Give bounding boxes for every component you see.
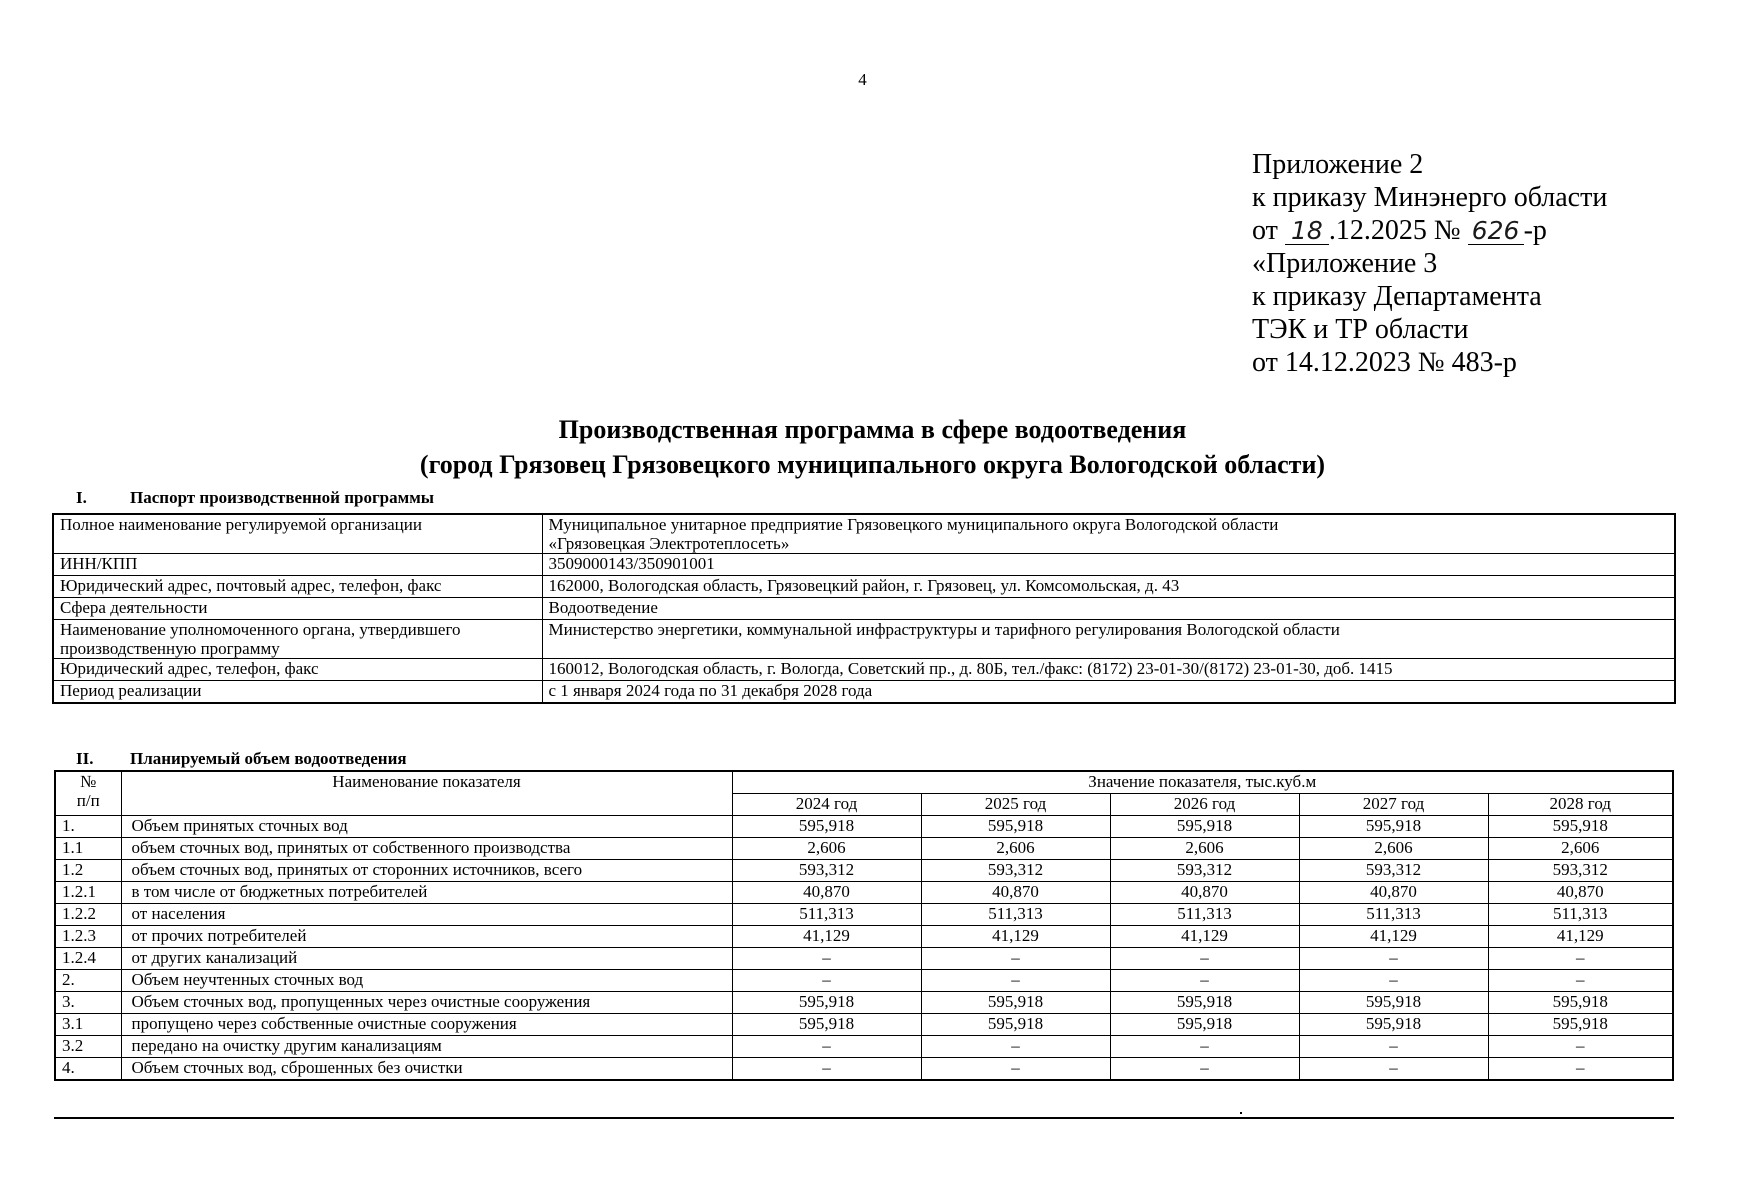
indicator-value: – (1110, 1058, 1299, 1081)
indicator-value: 41,129 (1488, 926, 1673, 948)
section-title: Паспорт производственной программы (130, 488, 435, 507)
indicator-value: 40,870 (1488, 882, 1673, 904)
section-heading-passport (76, 488, 434, 508)
indicator-value: 511,313 (921, 904, 1110, 926)
table-row (55, 860, 1673, 882)
table-row (53, 598, 1675, 620)
indicator-value: 595,918 (732, 1014, 921, 1036)
indicator-value: – (732, 1058, 921, 1081)
passport-label: Юридический адрес, телефон, факс (53, 659, 542, 681)
indicator-name: Объем сточных вод, сброшенных без очистки (121, 1058, 732, 1081)
scan-dot (1240, 1112, 1242, 1114)
passport-value: 3509000143/350901001 (542, 554, 1675, 576)
table-row (53, 576, 1675, 598)
row-number: 3.1 (55, 1014, 121, 1036)
indicator-value: 595,918 (1488, 992, 1673, 1014)
indicator-value: 595,918 (1110, 992, 1299, 1014)
indicator-value: 2,606 (1488, 838, 1673, 860)
passport-label: Полное наименование регулируемой организации (53, 514, 542, 554)
section-number: II. (76, 749, 94, 768)
indicator-value: 595,918 (1110, 1014, 1299, 1036)
table-row (55, 970, 1673, 992)
indicator-value: 511,313 (1110, 904, 1299, 926)
appendix-order-suffix: -р (1523, 215, 1547, 246)
bottom-rule (54, 1117, 1674, 1119)
passport-label (53, 620, 542, 659)
indicator-value: – (732, 970, 921, 992)
appendix-line: ТЭК и ТР области (1252, 314, 1469, 345)
row-number: 1.2.2 (55, 904, 121, 926)
appendix-line: от 14.12.2023 № 483-р (1252, 347, 1517, 378)
indicator-value: – (1299, 1058, 1488, 1081)
indicator-value: 2,606 (732, 838, 921, 860)
handwritten-order-number: 626 (1468, 218, 1524, 245)
section-title: Планируемый объем водоотведения (130, 749, 407, 768)
indicator-value: 595,918 (1299, 816, 1488, 838)
table-row (55, 992, 1673, 1014)
indicator-value: 2,606 (1110, 838, 1299, 860)
appendix-line: «Приложение 3 (1252, 248, 1438, 279)
column-header-year: 2027 год (1299, 794, 1488, 816)
table-row (55, 948, 1673, 970)
indicator-value: 41,129 (1299, 926, 1488, 948)
indicator-name: от других канализаций (121, 948, 732, 970)
row-number: 2. (55, 970, 121, 992)
indicator-value: 593,312 (1110, 860, 1299, 882)
passport-value (542, 514, 1675, 554)
passport-value: с 1 января 2024 года по 31 декабря 2028 года (542, 681, 1675, 704)
passport-value: Министерство энергетики, коммунальной инфраструктуры и тарифного регулирования Вологодской области (542, 620, 1675, 659)
indicator-value: 595,918 (1299, 1014, 1488, 1036)
appendix-line: к приказу Минэнерго области (1252, 182, 1608, 213)
indicator-value: – (1488, 970, 1673, 992)
indicator-name: пропущено через собственные очистные сооружения (121, 1014, 732, 1036)
indicator-value: 40,870 (1299, 882, 1488, 904)
indicator-value: – (1110, 970, 1299, 992)
column-header-indicator: Наименование показателя (121, 771, 732, 816)
table-row (53, 554, 1675, 576)
document-title (0, 412, 1745, 482)
table-row (53, 659, 1675, 681)
passport-label: Период реализации (53, 681, 542, 704)
table-row (55, 816, 1673, 838)
indicator-name: передано на очистку другим канализациям (121, 1036, 732, 1058)
indicator-value: 595,918 (921, 1014, 1110, 1036)
indicator-name: объем сточных вод, принятых от собственного производства (121, 838, 732, 860)
handwritten-day: 18 (1285, 218, 1329, 245)
indicator-value: 511,313 (1299, 904, 1488, 926)
indicator-value: 2,606 (1299, 838, 1488, 860)
indicator-value: – (1299, 948, 1488, 970)
column-header-line: п/п (76, 791, 100, 810)
indicator-name: в том числе от бюджетных потребителей (121, 882, 732, 904)
column-header-year: 2028 год (1488, 794, 1673, 816)
indicator-value: 511,313 (1488, 904, 1673, 926)
appendix-line: Приложение 2 (1252, 149, 1424, 180)
indicator-value: – (1299, 970, 1488, 992)
row-number: 1.2 (55, 860, 121, 882)
indicator-name: объем сточных вод, принятых от сторонних источников, всего (121, 860, 732, 882)
indicator-value: 40,870 (921, 882, 1110, 904)
table-row (53, 514, 1675, 554)
page-number: 4 (858, 70, 867, 89)
indicator-value: – (732, 1036, 921, 1058)
row-number: 1.2.1 (55, 882, 121, 904)
indicator-value: 595,918 (921, 992, 1110, 1014)
section-heading-volume (76, 749, 407, 769)
indicator-value: 595,918 (732, 816, 921, 838)
indicator-value: 2,606 (921, 838, 1110, 860)
indicator-value: – (921, 970, 1110, 992)
row-number: 4. (55, 1058, 121, 1081)
passport-value: 162000, Вологодская область, Грязовецкий район, г. Грязовец, ул. Комсомольская, д. 43 (542, 576, 1675, 598)
indicator-name: от населения (121, 904, 732, 926)
column-header-year: 2024 год (732, 794, 921, 816)
column-header-number (55, 771, 121, 816)
indicator-value: 593,312 (732, 860, 921, 882)
indicator-value: – (1488, 948, 1673, 970)
row-number: 1. (55, 816, 121, 838)
indicator-value: – (732, 948, 921, 970)
indicator-value: 41,129 (732, 926, 921, 948)
indicator-value: 40,870 (1110, 882, 1299, 904)
volume-table (54, 770, 1674, 1081)
row-number: 1.2.4 (55, 948, 121, 970)
indicator-name: от прочих потребителей (121, 926, 732, 948)
passport-label-line: производственную программу (60, 639, 280, 658)
column-header-line: № (80, 772, 97, 791)
indicator-value: – (921, 1036, 1110, 1058)
indicator-value: 40,870 (732, 882, 921, 904)
table-header-row (55, 771, 1673, 794)
indicator-value: 41,129 (1110, 926, 1299, 948)
appendix-line: к приказу Департамента (1252, 281, 1542, 312)
indicator-value: 595,918 (1488, 816, 1673, 838)
indicator-value: 593,312 (1488, 860, 1673, 882)
table-row (55, 926, 1673, 948)
indicator-value: – (1110, 1036, 1299, 1058)
passport-value: Водоотведение (542, 598, 1675, 620)
indicator-value: 595,918 (1488, 1014, 1673, 1036)
indicator-value: – (1488, 1058, 1673, 1081)
indicator-value: 593,312 (921, 860, 1110, 882)
table-row (53, 681, 1675, 704)
indicator-value: – (1488, 1036, 1673, 1058)
appendix-block (1252, 148, 1607, 379)
passport-value-line: Муниципальное унитарное предприятие Грязовецкого муниципального округа Вологодской области (548, 515, 1279, 534)
indicator-value: – (1110, 948, 1299, 970)
appendix-order-mid: .12.2025 № (1328, 215, 1461, 246)
indicator-value: 41,129 (921, 926, 1110, 948)
title-line: Производственная программа в сфере водоотведения (558, 415, 1187, 444)
table-row (55, 882, 1673, 904)
indicator-value: – (921, 948, 1110, 970)
appendix-order-line (1252, 214, 1607, 247)
column-header-year: 2025 год (921, 794, 1110, 816)
indicator-name: Объем неучтенных сточных вод (121, 970, 732, 992)
appendix-order-prefix: от (1252, 215, 1278, 246)
indicator-value: 595,918 (732, 992, 921, 1014)
column-header-value: Значение показателя, тыс.куб.м (732, 771, 1673, 794)
table-row (55, 1058, 1673, 1081)
passport-value-line: «Грязовецкая Электротеплосеть» (548, 534, 790, 553)
passport-label: Сфера деятельности (53, 598, 542, 620)
passport-label: ИНН/КПП (53, 554, 542, 576)
passport-value: 160012, Вологодская область, г. Вологда, Советский пр., д. 80Б, тел./факс: (8172) 23-01-30/(8172) 23-01-30, доб. 1415 (542, 659, 1675, 681)
passport-table (52, 513, 1676, 704)
row-number: 3. (55, 992, 121, 1014)
indicator-value: 595,918 (1110, 816, 1299, 838)
volume-table-body (55, 816, 1673, 1081)
row-number: 3.2 (55, 1036, 121, 1058)
indicator-value: 511,313 (732, 904, 921, 926)
indicator-value: – (1299, 1036, 1488, 1058)
table-row (55, 838, 1673, 860)
indicator-value: 595,918 (1299, 992, 1488, 1014)
indicator-value: – (921, 1058, 1110, 1081)
table-row (55, 1036, 1673, 1058)
row-number: 1.1 (55, 838, 121, 860)
column-header-year: 2026 год (1110, 794, 1299, 816)
row-number: 1.2.3 (55, 926, 121, 948)
indicator-name: Объем принятых сточных вод (121, 816, 732, 838)
passport-label: Юридический адрес, почтовый адрес, телефон, факс (53, 576, 542, 598)
passport-label-line: Наименование уполномоченного органа, утвердившего (60, 620, 461, 639)
indicator-name: Объем сточных вод, пропущенных через очистные сооружения (121, 992, 732, 1014)
indicator-value: 593,312 (1299, 860, 1488, 882)
title-line: (город Грязовец Грязовецкого муниципального округа Вологодской области) (419, 450, 1326, 479)
table-row (53, 620, 1675, 659)
indicator-value: 595,918 (921, 816, 1110, 838)
table-row (55, 904, 1673, 926)
table-row (55, 1014, 1673, 1036)
section-number: I. (76, 488, 87, 507)
